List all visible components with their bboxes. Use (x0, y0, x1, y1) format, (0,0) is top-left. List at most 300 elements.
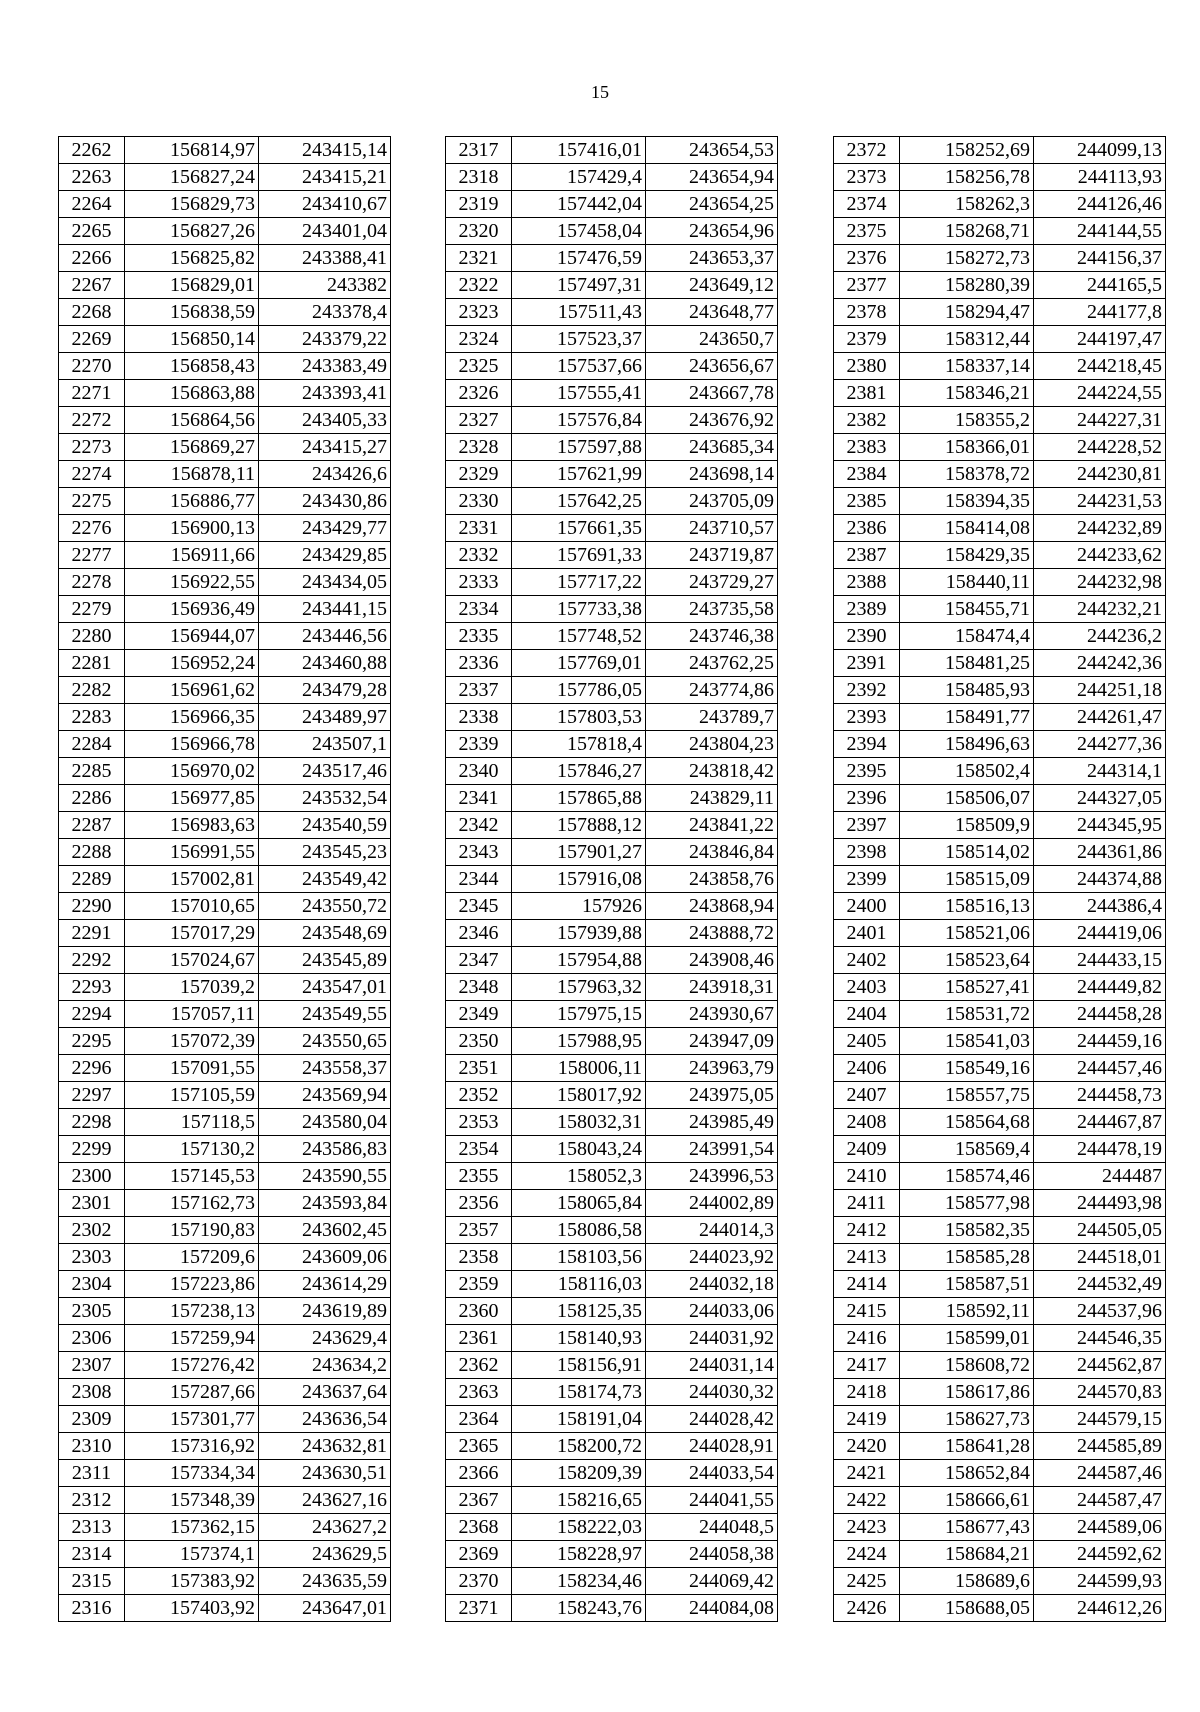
point-number-cell: 2402 (834, 947, 900, 974)
point-number-cell: 2372 (834, 137, 900, 164)
table-row (446, 839, 778, 866)
point-number-cell: 2311 (59, 1460, 125, 1487)
y-coordinate-cell: 244537,96 (1034, 1298, 1166, 1325)
point-number-cell: 2292 (59, 947, 125, 974)
x-coordinate-cell: 157118,5 (125, 1109, 259, 1136)
table-row (446, 1028, 778, 1055)
table-row (59, 1082, 391, 1109)
table-row (834, 326, 1166, 353)
point-number-cell: 2278 (59, 569, 125, 596)
x-coordinate-cell: 158234,46 (512, 1568, 646, 1595)
y-coordinate-cell: 243569,94 (259, 1082, 391, 1109)
point-number-cell: 2294 (59, 1001, 125, 1028)
table-row (834, 1028, 1166, 1055)
x-coordinate-cell: 158312,44 (900, 326, 1034, 353)
y-coordinate-cell: 244113,93 (1034, 164, 1166, 191)
x-coordinate-cell: 158103,56 (512, 1244, 646, 1271)
table-row (446, 1001, 778, 1028)
x-coordinate-cell: 157105,59 (125, 1082, 259, 1109)
y-coordinate-cell: 243379,22 (259, 326, 391, 353)
point-number-cell: 2317 (446, 137, 512, 164)
x-coordinate-cell: 158032,31 (512, 1109, 646, 1136)
y-coordinate-cell: 243580,04 (259, 1109, 391, 1136)
y-coordinate-cell: 244014,3 (646, 1217, 778, 1244)
table-row (446, 893, 778, 920)
y-coordinate-cell: 244251,18 (1034, 677, 1166, 704)
point-number-cell: 2332 (446, 542, 512, 569)
table-row (446, 1487, 778, 1514)
y-coordinate-cell: 243548,69 (259, 920, 391, 947)
y-coordinate-cell: 243735,58 (646, 596, 778, 623)
table-row (59, 1244, 391, 1271)
point-number-cell: 2416 (834, 1325, 900, 1352)
table-row (446, 1271, 778, 1298)
y-coordinate-cell: 243685,34 (646, 434, 778, 461)
table-row (834, 1487, 1166, 1514)
x-coordinate-cell: 157846,27 (512, 758, 646, 785)
x-coordinate-cell: 157238,13 (125, 1298, 259, 1325)
x-coordinate-cell: 158585,28 (900, 1244, 1034, 1271)
point-number-cell: 2287 (59, 812, 125, 839)
y-coordinate-cell: 243975,05 (646, 1082, 778, 1109)
table-row (446, 191, 778, 218)
y-coordinate-cell: 244589,06 (1034, 1514, 1166, 1541)
x-coordinate-cell: 156911,66 (125, 542, 259, 569)
table-row (59, 1055, 391, 1082)
table-row (446, 1217, 778, 1244)
point-number-cell: 2383 (834, 434, 900, 461)
point-number-cell: 2280 (59, 623, 125, 650)
table-row (834, 380, 1166, 407)
x-coordinate-cell: 157287,66 (125, 1379, 259, 1406)
point-number-cell: 2318 (446, 164, 512, 191)
table-row (59, 488, 391, 515)
table-row (446, 1244, 778, 1271)
table-row (446, 515, 778, 542)
table-row (834, 1001, 1166, 1028)
y-coordinate-cell: 243550,65 (259, 1028, 391, 1055)
table-row (59, 515, 391, 542)
point-number-cell: 2390 (834, 623, 900, 650)
x-coordinate-cell: 157145,53 (125, 1163, 259, 1190)
x-coordinate-cell: 158065,84 (512, 1190, 646, 1217)
x-coordinate-cell: 158523,64 (900, 947, 1034, 974)
x-coordinate-cell: 156983,63 (125, 812, 259, 839)
point-number-cell: 2290 (59, 893, 125, 920)
y-coordinate-cell: 244386,4 (1034, 893, 1166, 920)
point-number-cell: 2362 (446, 1352, 512, 1379)
x-coordinate-cell: 157916,08 (512, 866, 646, 893)
y-coordinate-cell: 243846,84 (646, 839, 778, 866)
x-coordinate-cell: 158502,4 (900, 758, 1034, 785)
point-number-cell: 2417 (834, 1352, 900, 1379)
table-row (834, 1298, 1166, 1325)
point-number-cell: 2288 (59, 839, 125, 866)
table-row (59, 299, 391, 326)
y-coordinate-cell: 244314,1 (1034, 758, 1166, 785)
table-row (834, 1163, 1166, 1190)
y-coordinate-cell: 244041,55 (646, 1487, 778, 1514)
y-coordinate-cell: 243698,14 (646, 461, 778, 488)
table-row (59, 812, 391, 839)
x-coordinate-cell: 158006,11 (512, 1055, 646, 1082)
x-coordinate-cell: 157442,04 (512, 191, 646, 218)
x-coordinate-cell: 158414,08 (900, 515, 1034, 542)
y-coordinate-cell: 244031,92 (646, 1325, 778, 1352)
table-row (59, 677, 391, 704)
point-number-cell: 2378 (834, 299, 900, 326)
table-row (446, 596, 778, 623)
table-row (834, 1217, 1166, 1244)
y-coordinate-cell: 244361,86 (1034, 839, 1166, 866)
x-coordinate-cell: 158592,11 (900, 1298, 1034, 1325)
y-coordinate-cell: 244327,05 (1034, 785, 1166, 812)
y-coordinate-cell: 243947,09 (646, 1028, 778, 1055)
point-number-cell: 2358 (446, 1244, 512, 1271)
y-coordinate-cell: 244033,54 (646, 1460, 778, 1487)
y-coordinate-cell: 244228,52 (1034, 434, 1166, 461)
table-row (834, 1190, 1166, 1217)
y-coordinate-cell: 243517,46 (259, 758, 391, 785)
point-number-cell: 2376 (834, 245, 900, 272)
x-coordinate-cell: 157316,92 (125, 1433, 259, 1460)
table-row (446, 326, 778, 353)
y-coordinate-cell: 243393,41 (259, 380, 391, 407)
x-coordinate-cell: 158294,47 (900, 299, 1034, 326)
y-coordinate-cell: 244227,31 (1034, 407, 1166, 434)
x-coordinate-cell: 157988,95 (512, 1028, 646, 1055)
x-coordinate-cell: 158666,61 (900, 1487, 1034, 1514)
x-coordinate-cell: 157130,2 (125, 1136, 259, 1163)
point-number-cell: 2347 (446, 947, 512, 974)
y-coordinate-cell: 243991,54 (646, 1136, 778, 1163)
x-coordinate-cell: 158541,03 (900, 1028, 1034, 1055)
y-coordinate-cell: 243388,41 (259, 245, 391, 272)
y-coordinate-cell: 243888,72 (646, 920, 778, 947)
y-coordinate-cell: 243382 (259, 272, 391, 299)
point-number-cell: 2356 (446, 1190, 512, 1217)
table-row (834, 758, 1166, 785)
x-coordinate-cell: 157091,55 (125, 1055, 259, 1082)
x-coordinate-cell: 156878,11 (125, 461, 259, 488)
point-number-cell: 2374 (834, 191, 900, 218)
y-coordinate-cell: 243829,11 (646, 785, 778, 812)
table-row (446, 677, 778, 704)
x-coordinate-cell: 156838,59 (125, 299, 259, 326)
x-coordinate-cell: 158140,93 (512, 1325, 646, 1352)
x-coordinate-cell: 157383,92 (125, 1568, 259, 1595)
point-number-cell: 2399 (834, 866, 900, 893)
table-row (59, 1460, 391, 1487)
point-number-cell: 2273 (59, 434, 125, 461)
table-row (59, 164, 391, 191)
point-number-cell: 2420 (834, 1433, 900, 1460)
x-coordinate-cell: 158043,24 (512, 1136, 646, 1163)
point-number-cell: 2335 (446, 623, 512, 650)
x-coordinate-cell: 156952,24 (125, 650, 259, 677)
y-coordinate-cell: 243774,86 (646, 677, 778, 704)
table-row (59, 1568, 391, 1595)
y-coordinate-cell: 244028,91 (646, 1433, 778, 1460)
point-number-cell: 2329 (446, 461, 512, 488)
y-coordinate-cell: 244232,98 (1034, 569, 1166, 596)
x-coordinate-cell: 158688,05 (900, 1595, 1034, 1622)
x-coordinate-cell: 158268,71 (900, 218, 1034, 245)
x-coordinate-cell: 158272,73 (900, 245, 1034, 272)
point-number-cell: 2357 (446, 1217, 512, 1244)
point-number-cell: 2382 (834, 407, 900, 434)
y-coordinate-cell: 243460,88 (259, 650, 391, 677)
x-coordinate-cell: 158366,01 (900, 434, 1034, 461)
x-coordinate-cell: 156961,62 (125, 677, 259, 704)
point-number-cell: 2330 (446, 488, 512, 515)
x-coordinate-cell: 158652,84 (900, 1460, 1034, 1487)
x-coordinate-cell: 158564,68 (900, 1109, 1034, 1136)
table-row (446, 407, 778, 434)
table-row (59, 272, 391, 299)
x-coordinate-cell: 157661,35 (512, 515, 646, 542)
point-number-cell: 2385 (834, 488, 900, 515)
point-number-cell: 2409 (834, 1136, 900, 1163)
point-number-cell: 2307 (59, 1352, 125, 1379)
table-row (446, 272, 778, 299)
x-coordinate-cell: 157039,2 (125, 974, 259, 1001)
y-coordinate-cell: 244230,81 (1034, 461, 1166, 488)
point-number-cell: 2408 (834, 1109, 900, 1136)
point-number-cell: 2264 (59, 191, 125, 218)
table-row (446, 1514, 778, 1541)
y-coordinate-cell: 243804,23 (646, 731, 778, 758)
point-number-cell: 2268 (59, 299, 125, 326)
y-coordinate-cell: 243415,14 (259, 137, 391, 164)
y-coordinate-cell: 243635,59 (259, 1568, 391, 1595)
point-number-cell: 2391 (834, 650, 900, 677)
x-coordinate-cell: 157769,01 (512, 650, 646, 677)
x-coordinate-cell: 157259,94 (125, 1325, 259, 1352)
point-number-cell: 2286 (59, 785, 125, 812)
x-coordinate-cell: 158429,35 (900, 542, 1034, 569)
table-row (446, 461, 778, 488)
table-row (59, 758, 391, 785)
table-row (834, 947, 1166, 974)
table-row (446, 1568, 778, 1595)
point-number-cell: 2371 (446, 1595, 512, 1622)
point-number-cell: 2397 (834, 812, 900, 839)
point-number-cell: 2346 (446, 920, 512, 947)
point-number-cell: 2370 (446, 1568, 512, 1595)
point-number-cell: 2380 (834, 353, 900, 380)
y-coordinate-cell: 243434,05 (259, 569, 391, 596)
point-number-cell: 2349 (446, 1001, 512, 1028)
table-row (446, 1541, 778, 1568)
y-coordinate-cell: 243479,28 (259, 677, 391, 704)
point-number-cell: 2367 (446, 1487, 512, 1514)
y-coordinate-cell: 244433,15 (1034, 947, 1166, 974)
x-coordinate-cell: 158017,92 (512, 1082, 646, 1109)
y-coordinate-cell: 243545,89 (259, 947, 391, 974)
point-number-cell: 2323 (446, 299, 512, 326)
y-coordinate-cell: 243547,01 (259, 974, 391, 1001)
y-coordinate-cell: 244002,89 (646, 1190, 778, 1217)
y-coordinate-cell: 243446,56 (259, 623, 391, 650)
y-coordinate-cell: 244144,55 (1034, 218, 1166, 245)
x-coordinate-cell: 158496,63 (900, 731, 1034, 758)
y-coordinate-cell: 243868,94 (646, 893, 778, 920)
y-coordinate-cell: 243918,31 (646, 974, 778, 1001)
y-coordinate-cell: 243908,46 (646, 947, 778, 974)
x-coordinate-cell: 158516,13 (900, 893, 1034, 920)
table-row (446, 1163, 778, 1190)
x-coordinate-cell: 157190,83 (125, 1217, 259, 1244)
y-coordinate-cell: 244048,5 (646, 1514, 778, 1541)
point-number-cell: 2422 (834, 1487, 900, 1514)
x-coordinate-cell: 157476,59 (512, 245, 646, 272)
point-number-cell: 2342 (446, 812, 512, 839)
point-number-cell: 2418 (834, 1379, 900, 1406)
point-number-cell: 2393 (834, 704, 900, 731)
point-number-cell: 2411 (834, 1190, 900, 1217)
table-row (446, 623, 778, 650)
table-row (59, 326, 391, 353)
y-coordinate-cell: 244224,55 (1034, 380, 1166, 407)
y-coordinate-cell: 243540,59 (259, 812, 391, 839)
x-coordinate-cell: 158280,39 (900, 272, 1034, 299)
x-coordinate-cell: 157597,88 (512, 434, 646, 461)
y-coordinate-cell: 244099,13 (1034, 137, 1166, 164)
point-number-cell: 2277 (59, 542, 125, 569)
x-coordinate-cell: 158608,72 (900, 1352, 1034, 1379)
table-row (59, 1109, 391, 1136)
y-coordinate-cell: 243430,86 (259, 488, 391, 515)
point-number-cell: 2350 (446, 1028, 512, 1055)
point-number-cell: 2295 (59, 1028, 125, 1055)
x-coordinate-cell: 157576,84 (512, 407, 646, 434)
y-coordinate-cell: 244177,8 (1034, 299, 1166, 326)
x-coordinate-cell: 158527,41 (900, 974, 1034, 1001)
point-number-cell: 2396 (834, 785, 900, 812)
x-coordinate-cell: 158574,46 (900, 1163, 1034, 1190)
table-row (59, 1298, 391, 1325)
y-coordinate-cell: 244457,46 (1034, 1055, 1166, 1082)
table-row (834, 272, 1166, 299)
x-coordinate-cell: 158256,78 (900, 164, 1034, 191)
table-row (834, 488, 1166, 515)
y-coordinate-cell: 243507,1 (259, 731, 391, 758)
x-coordinate-cell: 156864,56 (125, 407, 259, 434)
table-row (834, 1460, 1166, 1487)
table-row (59, 1028, 391, 1055)
table-row (834, 920, 1166, 947)
x-coordinate-cell: 157717,22 (512, 569, 646, 596)
point-number-cell: 2344 (446, 866, 512, 893)
y-coordinate-cell: 243656,67 (646, 353, 778, 380)
table-row (834, 1244, 1166, 1271)
table-row (446, 488, 778, 515)
table-row (446, 353, 778, 380)
table-row (834, 839, 1166, 866)
x-coordinate-cell: 156825,82 (125, 245, 259, 272)
point-number-cell: 2301 (59, 1190, 125, 1217)
y-coordinate-cell: 243985,49 (646, 1109, 778, 1136)
point-number-cell: 2424 (834, 1541, 900, 1568)
table-row (834, 1082, 1166, 1109)
point-number-cell: 2341 (446, 785, 512, 812)
y-coordinate-cell: 243630,51 (259, 1460, 391, 1487)
point-number-cell: 2313 (59, 1514, 125, 1541)
y-coordinate-cell: 244493,98 (1034, 1190, 1166, 1217)
y-coordinate-cell: 243705,09 (646, 488, 778, 515)
table-row (59, 1163, 391, 1190)
x-coordinate-cell: 157458,04 (512, 218, 646, 245)
table-row (59, 947, 391, 974)
point-number-cell: 2351 (446, 1055, 512, 1082)
x-coordinate-cell: 157362,15 (125, 1514, 259, 1541)
table-row (446, 650, 778, 677)
point-number-cell: 2340 (446, 758, 512, 785)
table-row (59, 785, 391, 812)
point-number-cell: 2310 (59, 1433, 125, 1460)
point-number-cell: 2308 (59, 1379, 125, 1406)
x-coordinate-cell: 158677,43 (900, 1514, 1034, 1541)
table-row (59, 1406, 391, 1433)
point-number-cell: 2285 (59, 758, 125, 785)
table-row (59, 1541, 391, 1568)
table-row (834, 164, 1166, 191)
table-row (834, 1514, 1166, 1541)
point-number-cell: 2305 (59, 1298, 125, 1325)
point-number-cell: 2360 (446, 1298, 512, 1325)
table-row (834, 137, 1166, 164)
x-coordinate-cell: 156922,55 (125, 569, 259, 596)
x-coordinate-cell: 156827,26 (125, 218, 259, 245)
y-coordinate-cell: 244232,21 (1034, 596, 1166, 623)
point-number-cell: 2322 (446, 272, 512, 299)
x-coordinate-cell: 158491,77 (900, 704, 1034, 731)
y-coordinate-cell: 244242,36 (1034, 650, 1166, 677)
y-coordinate-cell: 243383,49 (259, 353, 391, 380)
coordinates-table (445, 136, 778, 1622)
x-coordinate-cell: 158474,4 (900, 623, 1034, 650)
table-row (834, 299, 1166, 326)
y-coordinate-cell: 243647,01 (259, 1595, 391, 1622)
coordinates-table (58, 136, 391, 1622)
y-coordinate-cell: 243549,42 (259, 866, 391, 893)
table-row (446, 1325, 778, 1352)
point-number-cell: 2265 (59, 218, 125, 245)
table-row (59, 1001, 391, 1028)
y-coordinate-cell: 243545,23 (259, 839, 391, 866)
y-coordinate-cell: 243405,33 (259, 407, 391, 434)
table-row (446, 812, 778, 839)
table-row (834, 461, 1166, 488)
y-coordinate-cell: 243762,25 (646, 650, 778, 677)
y-coordinate-cell: 244069,42 (646, 1568, 778, 1595)
x-coordinate-cell: 158599,01 (900, 1325, 1034, 1352)
y-coordinate-cell: 244612,26 (1034, 1595, 1166, 1622)
y-coordinate-cell: 243415,27 (259, 434, 391, 461)
y-coordinate-cell: 243710,57 (646, 515, 778, 542)
point-number-cell: 2327 (446, 407, 512, 434)
y-coordinate-cell: 243549,55 (259, 1001, 391, 1028)
table-row (834, 407, 1166, 434)
y-coordinate-cell: 243609,06 (259, 1244, 391, 1271)
point-number-cell: 2425 (834, 1568, 900, 1595)
y-coordinate-cell: 243653,37 (646, 245, 778, 272)
y-coordinate-cell: 244458,73 (1034, 1082, 1166, 1109)
y-coordinate-cell: 243634,2 (259, 1352, 391, 1379)
point-number-cell: 2271 (59, 380, 125, 407)
x-coordinate-cell: 158355,2 (900, 407, 1034, 434)
